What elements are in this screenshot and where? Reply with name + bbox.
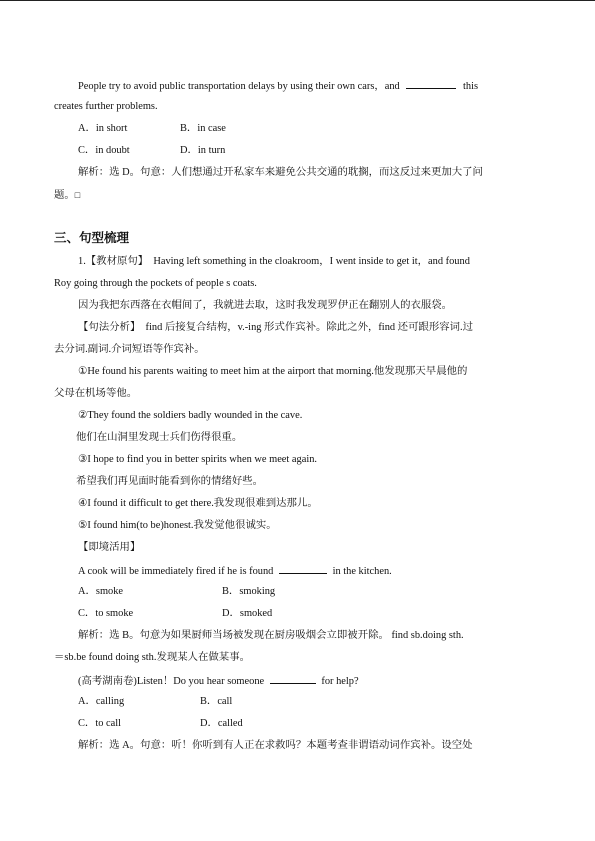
- q1-option-d: D．smoked: [222, 608, 273, 619]
- q2-stem-text: (高考湖南卷)Listen！Do you hear someone: [78, 676, 265, 687]
- q1-stem-text-end: in the kitchen.: [332, 566, 392, 577]
- practice-heading: 【即境活用】: [78, 542, 141, 553]
- example-3: ③I hope to find you in better spirits when we meet again.: [78, 454, 318, 465]
- q2-option-a: A．calling: [78, 696, 125, 707]
- example-4: ④I found it difficult to get there.我发现很难到达那儿。: [78, 498, 318, 509]
- example-2: ②They found the soldiers badly wounded in the cave.: [78, 410, 303, 421]
- example-1-line2: 父母在机场等他。: [54, 388, 138, 399]
- placeholder-glyph-icon: □: [74, 190, 81, 200]
- q2-option-c: C．to call: [78, 718, 121, 729]
- option-d: D．in turn: [180, 145, 226, 156]
- q2-option-d: D．called: [200, 718, 243, 729]
- option-b: B．in case: [180, 123, 226, 134]
- question-stem-text: People try to avoid public transportation delays by using their own cars，and: [78, 81, 400, 92]
- analysis-line2: [54, 188, 80, 203]
- original-sentence-line1: 1.【教材原句】 Having left something in the cloakroom，I went inside to get it，and found: [78, 256, 470, 267]
- option-c: C．in doubt: [78, 145, 130, 156]
- example-3-translation: 希望我们再见面时能看到你的情绪好些。: [76, 476, 264, 487]
- original-sentence-line2: Roy going through the pockets of people s coats.: [54, 278, 257, 289]
- q1-option-a: A．smoke: [78, 586, 124, 597]
- answer-blank: [406, 78, 456, 89]
- q1-stem: [78, 563, 392, 579]
- grammar-analysis-line2: 去分词.副词.介词短语等作宾补。: [54, 344, 205, 355]
- question-stem-line1: [78, 78, 541, 94]
- analysis-line1: 解析：选 D。句意：人们想通过开私家车来避免公共交通的耽搁，而这反过来更加大了问: [78, 167, 483, 178]
- q2-analysis-line1: 解析：选 A。句意：听！你听到有人正在求救吗？本题考查非谓语动词作宾补。设空处: [78, 740, 473, 751]
- q1-analysis-line2: ＝sb.be found doing sth.发现某人在做某事。: [54, 652, 250, 663]
- q1-option-c: C．to smoke: [78, 608, 134, 619]
- q2-stem: [78, 673, 359, 689]
- q1-option-b: B．smoking: [222, 586, 276, 597]
- analysis-line2-text: 题。: [54, 190, 75, 201]
- option-a: A．in short: [78, 123, 128, 134]
- example-5: ⑤I found him(to be)honest.我发觉他很诚实。: [78, 520, 277, 531]
- question-stem-text-end: this: [462, 81, 478, 92]
- header-rule: [0, 0, 595, 1]
- q2-option-b: B．call: [200, 696, 233, 707]
- original-sentence-translation: 因为我把东西落在衣帽间了，我就进去取，这时我发现罗伊正在翻别人的衣服袋。: [78, 300, 453, 311]
- section-title: 三、句型梳理: [54, 230, 130, 245]
- question-stem-line2: creates further problems.: [54, 101, 158, 112]
- q2-stem-text-end: for help?: [321, 676, 359, 687]
- grammar-analysis-line1: 【句法分析】 find 后接复合结构，v.-ing 形式作宾补。除此之外，find 还可跟形容词.过: [78, 322, 474, 333]
- example-1-line1: ①He found his parents waiting to meet him at the airport that morning.他发现那天早晨他的: [78, 366, 468, 377]
- q1-stem-text: A cook will be immediately fired if he is found: [78, 566, 274, 577]
- answer-blank: [270, 673, 316, 684]
- example-2-translation: 他们在山洞里发现士兵们伤得很重。: [76, 432, 243, 443]
- answer-blank: [279, 563, 327, 574]
- q1-analysis-line1: 解析：选 B。句意为如果厨师当场被发现在厨房吸烟会立即被开除。 find sb.doing sth.: [78, 630, 464, 641]
